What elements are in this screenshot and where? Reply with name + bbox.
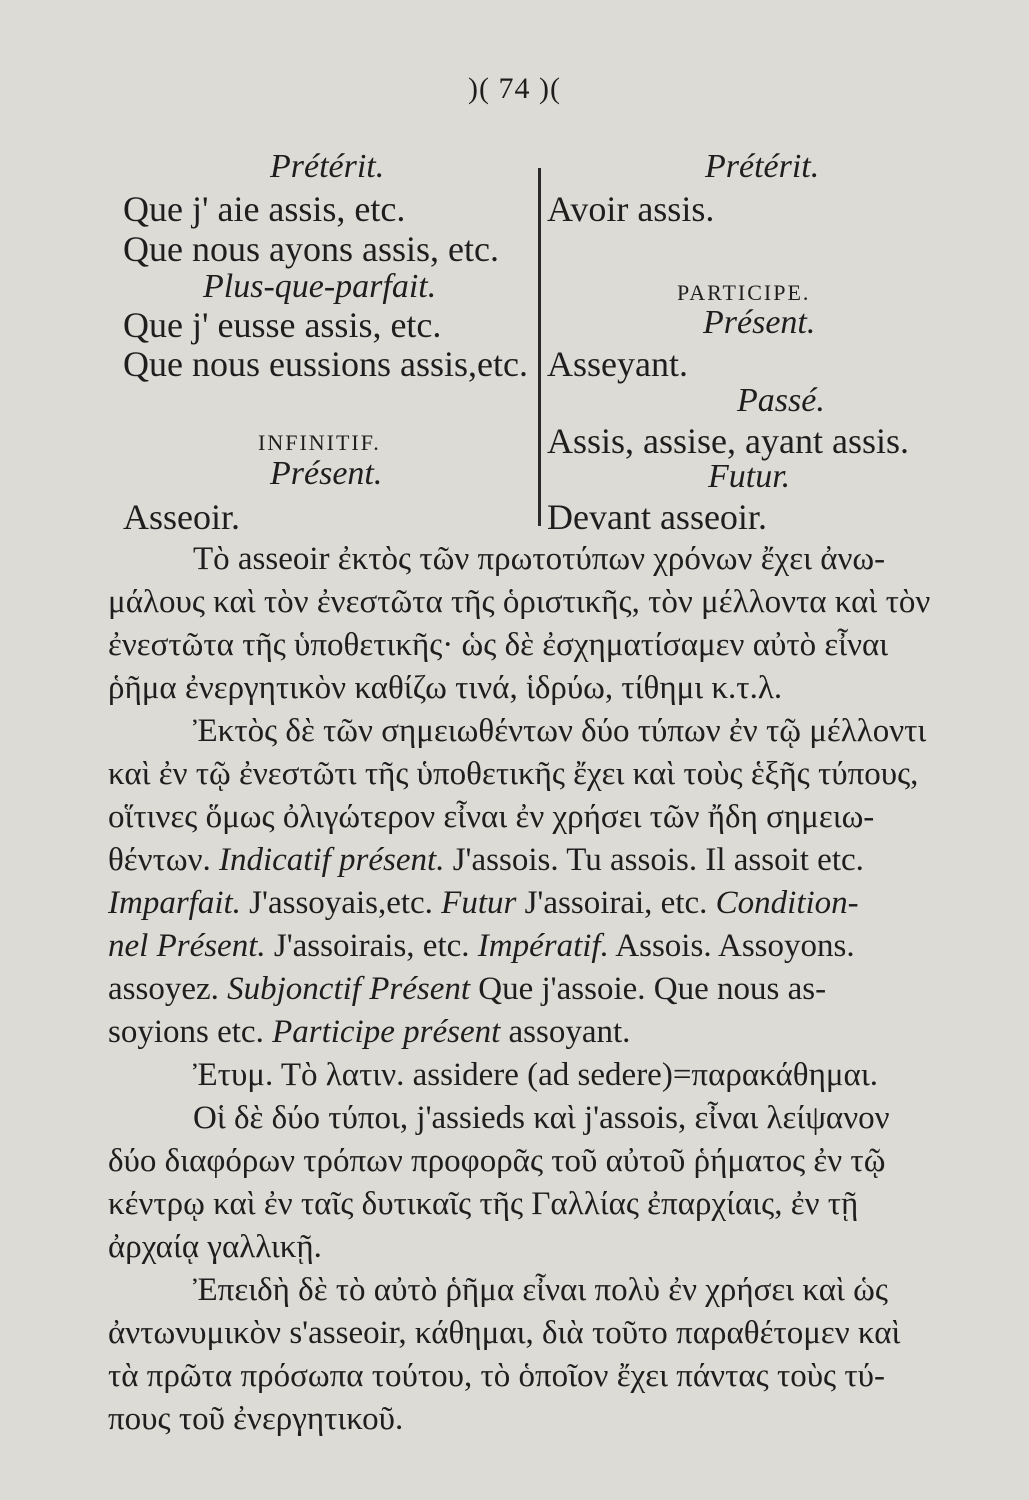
- body-line-11-a: assoyez.: [108, 971, 228, 1007]
- left-plusqueparfait-line-2: Que nous eussions assis,etc.: [123, 344, 528, 384]
- body-line-12-a: soyions etc.: [108, 1014, 273, 1050]
- body-line-4: ῥῆμα ἐνεργητικὸν καθίζω τινά, ἱδρύω, τίθημι κ.τ.λ.: [108, 670, 783, 706]
- body-line-11-b: Subjonctif Présent: [227, 971, 471, 1007]
- left-plusqueparfait-heading: Plus-que-parfait.: [203, 268, 437, 305]
- body-line-9-a: Imparfait.: [108, 885, 241, 921]
- left-preterit-line-1: Que j' aie assis, etc.: [123, 189, 406, 229]
- left-present-heading: Présent.: [270, 455, 383, 492]
- right-preterit-line: Avoir assis.: [547, 189, 715, 229]
- body-line-17: ἀρχαίᾳ γαλλικῇ.: [108, 1229, 322, 1265]
- body-line-10-c: Impératif.: [477, 928, 609, 964]
- body-line-18: Ἐπειδὴ δὲ τὸ αὐτὸ ῥῆμα εἶναι πολὺ ἐν χρήσει καὶ ὡς: [193, 1272, 888, 1308]
- body-line-12: [108, 1014, 630, 1051]
- passe-heading: Passé.: [737, 382, 825, 419]
- futur-line: Devant asseoir.: [547, 497, 767, 537]
- body-line-2: μάλους καὶ τὸν ἐνεστῶτα τῆς ὁριστικῆς, τὸν μέλλοντα καὶ τὸν: [108, 584, 931, 620]
- body-line-9: [108, 885, 859, 922]
- body-line-12-c: assoyant.: [500, 1014, 631, 1050]
- body-line-13: Ἐτυμ. Τὸ λατιν. assidere (ad sedere)=παρακάθημαι.: [193, 1057, 878, 1093]
- body-line-7: οἵτινες ὅμως ὀλιγώτερον εἶναι ἐν χρήσει τῶν ἤδη σημειω-: [108, 799, 875, 835]
- futur-heading: Futur.: [708, 458, 791, 495]
- page-number: )( 74 )(: [468, 72, 561, 105]
- body-line-3: ἐνεστῶτα τῆς ὑποθετικῆς· ὡς δὲ ἐσχηματίσαμεν αὐτὸ εἶναι: [108, 627, 889, 663]
- body-line-19: ἀντωνυμικὸν s'asseoir, κάθημαι, διὰ τοῦτο παραθέτομεν καὶ: [108, 1315, 901, 1351]
- body-line-16: κέντρῳ καὶ ἐν ταῖς δυτικαῖς τῆς Γαλλίας ἐπαρχίαις, ἐν τῇ: [108, 1186, 859, 1222]
- column-divider: [538, 168, 541, 526]
- body-line-8-b: Indicatif présent.: [219, 842, 445, 878]
- right-preterit-heading: Prétérit.: [705, 148, 820, 185]
- left-preterit-line-2: Que nous ayons assis, etc.: [123, 229, 499, 269]
- body-line-1: Τὸ asseoir ἐκτὸς τῶν πρωτοτύπων χρόνων ἔχει ἀνω-: [193, 541, 886, 577]
- passe-line: Assis, assise, ayant assis.: [547, 421, 909, 461]
- body-line-11-c: Que j'assoie. Que nous as-: [470, 971, 827, 1007]
- body-line-11: [108, 971, 826, 1008]
- body-line-20: τὰ πρῶτα πρόσωπα τούτου, τὸ ὁποῖον ἔχει πάντας τοὺς τύ-: [108, 1358, 885, 1394]
- left-plusqueparfait-line-1: Que j' eusse assis, etc.: [123, 305, 442, 345]
- body-line-10: [108, 928, 855, 965]
- body-line-10-a: nel Présent.: [108, 928, 266, 964]
- left-preterit-heading: Prétérit.: [270, 148, 385, 185]
- right-present-heading: Présent.: [703, 304, 816, 341]
- body-line-8: [108, 842, 864, 879]
- body-line-15: δύο διαφόρων τρόπων προφορᾶς τοῦ αὐτοῦ ῥήματος ἐν τῷ: [108, 1143, 886, 1179]
- body-line-10-d: Assois. Assoyons.: [608, 928, 855, 964]
- body-line-6: καὶ ἐν τῷ ἐνεστῶτι τῆς ὑποθετικῆς ἔχει καὶ τοὺς ἑξῆς τύπους,: [108, 756, 919, 792]
- body-line-12-b: Participe présent: [272, 1014, 501, 1050]
- body-line-5: Ἐκτὸς δὲ τῶν σημειωθέντων δύο τύπων ἐν τῷ μέλλοντι: [193, 713, 927, 749]
- body-line-9-d: J'assoirai, etc.: [516, 885, 716, 921]
- body-line-14: Οἱ δὲ δύο τύποι, j'assieds καὶ j'assois, εἶναι λείψανον: [193, 1100, 890, 1136]
- body-line-9-c: Futur: [441, 885, 517, 921]
- right-present-line: Asseyant.: [547, 344, 688, 384]
- body-line-8-c: J'assois. Tu assois. Il assoit etc.: [444, 842, 864, 878]
- participe-heading: PARTICIPE.: [677, 280, 811, 305]
- body-line-8-a: θέντων.: [108, 842, 219, 878]
- body-line-9-b: J'assoyais,etc.: [240, 885, 442, 921]
- body-line-21: πους τοῦ ἐνεργητικοῦ.: [108, 1401, 404, 1437]
- body-line-9-e: Condition-: [715, 885, 859, 921]
- infinitif-heading: INFINITIF.: [258, 430, 381, 455]
- left-infinitif-line: Asseoir.: [123, 497, 240, 537]
- body-line-10-b: J'assoirais, etc.: [265, 928, 478, 964]
